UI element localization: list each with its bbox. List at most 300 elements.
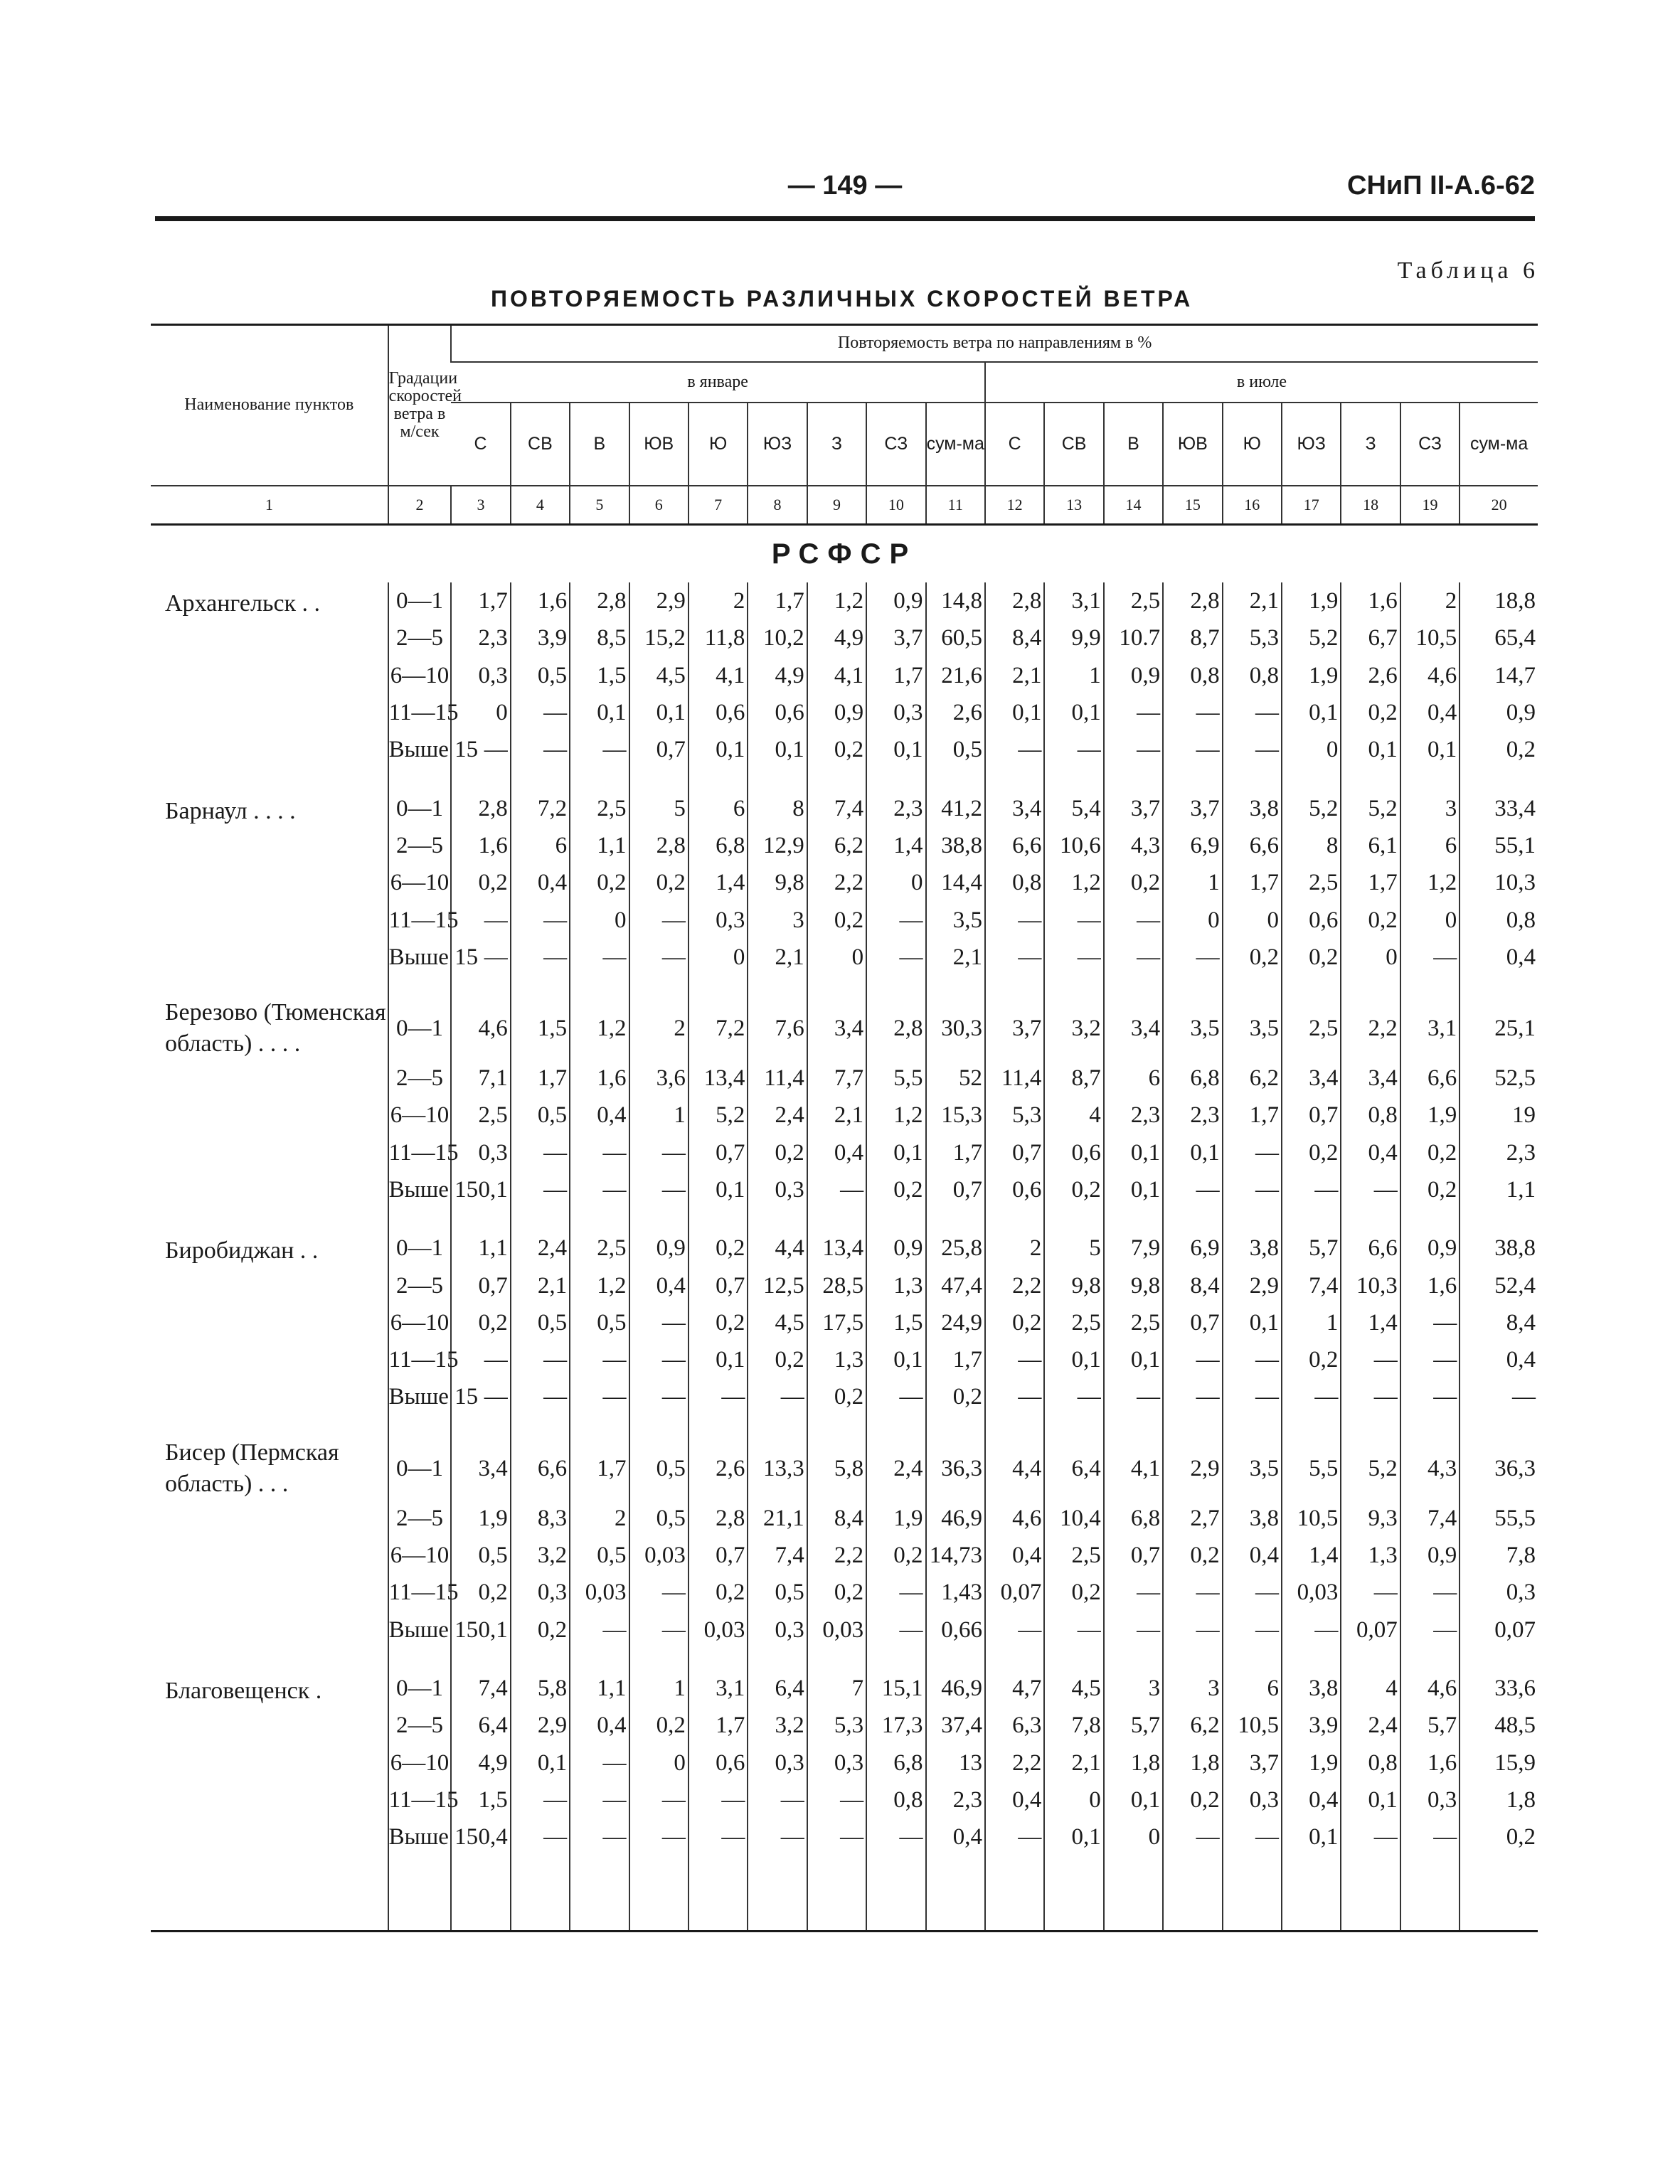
value-cell: 28,5 xyxy=(807,1267,866,1304)
table-bottom-cell xyxy=(1282,1855,1341,1932)
value-cell: 4,6 xyxy=(1400,1670,1460,1707)
value-cell: 0,4 xyxy=(511,864,570,901)
column-number: 3 xyxy=(451,486,510,525)
direction-header: ЮЗ xyxy=(1282,403,1341,486)
value-cell: 3,7 xyxy=(866,619,925,656)
value-cell: 0,8 xyxy=(1341,1744,1400,1781)
spacer-cell xyxy=(926,1648,985,1670)
value-cell: 0,7 xyxy=(689,1267,748,1304)
value-cell: 0,2 xyxy=(748,1341,807,1378)
value-cell: 3,7 xyxy=(985,997,1044,1060)
value-cell: 1,6 xyxy=(511,582,570,619)
table-row xyxy=(151,1707,1538,1744)
table-bottom-cell xyxy=(866,1855,925,1932)
value-cell: 3,2 xyxy=(511,1537,570,1574)
value-cell: 55,5 xyxy=(1460,1500,1538,1537)
table-row xyxy=(151,1781,1538,1818)
value-cell: 0,2 xyxy=(985,1304,1044,1341)
value-cell: — xyxy=(1163,694,1222,731)
value-cell: 2,6 xyxy=(926,694,985,731)
value-cell: 0,2 xyxy=(451,1304,510,1341)
value-cell: 36,3 xyxy=(1460,1437,1538,1500)
value-cell: — xyxy=(1282,1171,1341,1208)
table-bottom-cell xyxy=(807,1855,866,1932)
spacer-cell xyxy=(1282,1416,1341,1437)
value-cell: 0,1 xyxy=(1044,694,1103,731)
value-cell: 0,1 xyxy=(570,694,629,731)
value-cell: 0,3 xyxy=(451,1134,510,1171)
gradation-cell: Выше 15 xyxy=(388,1818,452,1855)
value-cell: — xyxy=(1223,1612,1282,1648)
value-cell: — xyxy=(985,939,1044,976)
value-cell: — xyxy=(451,901,510,938)
value-cell: 6 xyxy=(689,789,748,826)
table-bottom-cell xyxy=(388,1855,452,1932)
gradation-cell: 0—1 xyxy=(388,1437,452,1500)
value-cell: 1,6 xyxy=(570,1060,629,1097)
value-cell: 8,7 xyxy=(1044,1060,1103,1097)
value-cell: 1,9 xyxy=(1282,657,1341,694)
value-cell: 1,8 xyxy=(1104,1744,1163,1781)
value-cell: 8 xyxy=(748,789,807,826)
value-cell: 0,1 xyxy=(689,1171,748,1208)
value-cell: 0,1 xyxy=(1104,1134,1163,1171)
value-cell: — xyxy=(570,1818,629,1855)
value-cell: 9,8 xyxy=(748,864,807,901)
value-cell: 6,4 xyxy=(1044,1437,1103,1500)
value-cell: 2,2 xyxy=(807,864,866,901)
value-cell: — xyxy=(1163,1378,1222,1415)
value-cell: — xyxy=(1341,1818,1400,1855)
station-name: Бисер (Пермская область) . . . xyxy=(165,1439,339,1497)
table-row xyxy=(151,619,1538,656)
value-cell: 0,2 xyxy=(1044,1574,1103,1611)
value-cell: 7,8 xyxy=(1044,1707,1103,1744)
value-cell: 1,3 xyxy=(1341,1537,1400,1574)
value-cell: 0 xyxy=(807,939,866,976)
gradation-cell: Выше 15 xyxy=(388,731,452,768)
value-cell: 1,2 xyxy=(1044,864,1103,901)
value-cell: 0,1 xyxy=(1044,1818,1103,1855)
value-cell: 0,4 xyxy=(807,1134,866,1171)
value-cell: 14,73 xyxy=(926,1537,985,1574)
value-cell: 6 xyxy=(1104,1060,1163,1097)
value-cell: 2,1 xyxy=(926,939,985,976)
value-cell: 3,7 xyxy=(1163,789,1222,826)
value-cell: 60,5 xyxy=(926,619,985,656)
value-cell: — xyxy=(1104,1574,1163,1611)
spacer-cell xyxy=(570,1416,629,1437)
value-cell: 52,5 xyxy=(1460,1060,1538,1097)
value-cell: 0 xyxy=(1044,1781,1103,1818)
page-number: — 149 — xyxy=(787,171,903,201)
spacer-cell xyxy=(985,768,1044,789)
value-cell: — xyxy=(1223,1378,1282,1415)
value-cell: 0,2 xyxy=(570,864,629,901)
value-cell: 3,8 xyxy=(1282,1670,1341,1707)
value-cell: 8,5 xyxy=(570,619,629,656)
value-cell: — xyxy=(1341,1378,1400,1415)
table-bottom-cell xyxy=(451,1855,510,1932)
value-cell: 0,03 xyxy=(1282,1574,1341,1611)
station-name-empty xyxy=(151,1304,388,1341)
value-cell: 6,9 xyxy=(1163,827,1222,864)
value-cell: — xyxy=(629,1781,689,1818)
value-cell: 5,5 xyxy=(866,1060,925,1097)
value-cell: 0,5 xyxy=(629,1500,689,1537)
column-number: 8 xyxy=(748,486,807,525)
value-cell: 1,4 xyxy=(866,827,925,864)
value-cell: 5,5 xyxy=(1282,1437,1341,1500)
value-cell: 0,4 xyxy=(570,1707,629,1744)
value-cell: — xyxy=(985,1612,1044,1648)
station-name-empty xyxy=(151,619,388,656)
value-cell: 5,7 xyxy=(1400,1707,1460,1744)
value-cell: 0,4 xyxy=(1341,1134,1400,1171)
spacer-cell xyxy=(926,1208,985,1230)
value-cell: 0,7 xyxy=(689,1537,748,1574)
value-cell: 6,4 xyxy=(451,1707,510,1744)
value-cell: — xyxy=(570,1781,629,1818)
spacer-cell xyxy=(1044,1648,1103,1670)
value-cell: 12,5 xyxy=(748,1267,807,1304)
value-cell: 0,5 xyxy=(748,1574,807,1611)
value-cell: 3,1 xyxy=(1044,582,1103,619)
value-cell: 2,8 xyxy=(1163,582,1222,619)
station-name-empty xyxy=(151,1267,388,1304)
station-name-empty xyxy=(151,1341,388,1378)
value-cell: 36,3 xyxy=(926,1437,985,1500)
value-cell: 0,1 xyxy=(1400,731,1460,768)
spacer-cell xyxy=(985,1416,1044,1437)
column-header-name: Наименование пунктов xyxy=(151,325,388,486)
spacer-cell xyxy=(1460,976,1538,997)
direction-header: Ю xyxy=(1223,403,1282,486)
spacer-cell xyxy=(1163,768,1222,789)
value-cell: — xyxy=(866,939,925,976)
value-cell: 2,6 xyxy=(1341,657,1400,694)
value-cell: 0,1 xyxy=(748,731,807,768)
value-cell: 1,6 xyxy=(451,827,510,864)
table-bottom-cell xyxy=(1223,1855,1282,1932)
value-cell: 0,2 xyxy=(451,1574,510,1611)
value-cell: — xyxy=(629,1134,689,1171)
value-cell: — xyxy=(1104,694,1163,731)
value-cell: — xyxy=(451,1341,510,1378)
value-cell: 0,3 xyxy=(511,1574,570,1611)
spacer-cell xyxy=(1400,976,1460,997)
value-cell: 3,5 xyxy=(1223,997,1282,1060)
direction-header: СЗ xyxy=(866,403,925,486)
table-row xyxy=(151,1341,1538,1378)
value-cell: — xyxy=(1163,1818,1222,1855)
spacer-cell xyxy=(1341,1208,1400,1230)
gradation-cell: Выше 15 xyxy=(388,1171,452,1208)
value-cell: 2,8 xyxy=(985,582,1044,619)
value-cell: 0,4 xyxy=(1460,1341,1538,1378)
value-cell: 0,3 xyxy=(748,1171,807,1208)
value-cell: 2,5 xyxy=(1044,1304,1103,1341)
value-cell: 6,8 xyxy=(866,1744,925,1781)
value-cell: 7,6 xyxy=(748,997,807,1060)
column-number: 12 xyxy=(985,486,1044,525)
gradation-cell: 2—5 xyxy=(388,1267,452,1304)
value-cell: 5,2 xyxy=(689,1097,748,1134)
spacer-cell xyxy=(1104,768,1163,789)
value-cell: 6,8 xyxy=(1163,1060,1222,1097)
value-cell: 2,3 xyxy=(866,789,925,826)
value-cell: 6,6 xyxy=(1341,1230,1400,1267)
value-cell: — xyxy=(451,939,510,976)
spacer-cell xyxy=(866,1648,925,1670)
value-cell: 1,7 xyxy=(1223,1097,1282,1134)
station-name-empty xyxy=(151,864,388,901)
value-cell: 2,8 xyxy=(629,827,689,864)
station-name: Благовещенск . xyxy=(165,1678,322,1705)
column-number: 11 xyxy=(926,486,985,525)
value-cell: — xyxy=(511,1134,570,1171)
gradation-cell: 0—1 xyxy=(388,997,452,1060)
table-row xyxy=(151,1818,1538,1855)
value-cell: 1,6 xyxy=(1400,1744,1460,1781)
value-cell: 0,7 xyxy=(985,1134,1044,1171)
value-cell: 0,6 xyxy=(689,694,748,731)
value-cell: 0,6 xyxy=(985,1171,1044,1208)
gradation-cell: 2—5 xyxy=(388,1060,452,1097)
value-cell: 0,4 xyxy=(570,1097,629,1134)
gradation-cell: 0—1 xyxy=(388,1230,452,1267)
value-cell: — xyxy=(1163,1171,1222,1208)
value-cell: 1,7 xyxy=(451,582,510,619)
value-cell: 10,3 xyxy=(1460,864,1538,901)
value-cell: — xyxy=(866,1574,925,1611)
spacer-cell xyxy=(388,1648,452,1670)
value-cell: 0,2 xyxy=(807,731,866,768)
spacer-cell xyxy=(1400,1648,1460,1670)
column-number: 14 xyxy=(1104,486,1163,525)
value-cell: 2 xyxy=(985,1230,1044,1267)
value-cell: 1,7 xyxy=(570,1437,629,1500)
spacer-cell xyxy=(1163,976,1222,997)
value-cell: 6,7 xyxy=(1341,619,1400,656)
value-cell: 4,3 xyxy=(1400,1437,1460,1500)
spacer-cell xyxy=(1163,1648,1222,1670)
spacer-cell xyxy=(388,768,452,789)
value-cell: 0,6 xyxy=(1044,1134,1103,1171)
table-row xyxy=(151,1171,1538,1208)
value-cell: — xyxy=(1044,1612,1103,1648)
value-cell: 1,5 xyxy=(570,657,629,694)
value-cell: 1,9 xyxy=(1282,1744,1341,1781)
station-name-empty xyxy=(151,1378,388,1415)
value-cell: 5,2 xyxy=(1282,789,1341,826)
value-cell: 0,2 xyxy=(1163,1781,1222,1818)
spacer-cell xyxy=(1104,1416,1163,1437)
value-cell: — xyxy=(629,1574,689,1611)
value-cell: 0,1 xyxy=(1163,1134,1222,1171)
table-row xyxy=(151,827,1538,864)
column-number-row xyxy=(151,486,1538,525)
value-cell: 1,5 xyxy=(451,1781,510,1818)
station-name-empty xyxy=(151,939,388,976)
value-cell: 7,4 xyxy=(451,1670,510,1707)
value-cell: 4,1 xyxy=(807,657,866,694)
value-cell: 8,4 xyxy=(985,619,1044,656)
value-cell: 0,9 xyxy=(629,1230,689,1267)
value-cell: 0,07 xyxy=(985,1574,1044,1611)
value-cell: 41,2 xyxy=(926,789,985,826)
spacer-cell xyxy=(1341,768,1400,789)
direction-header: В xyxy=(1104,403,1163,486)
value-cell: 65,4 xyxy=(1460,619,1538,656)
value-cell: — xyxy=(985,901,1044,938)
value-cell: 0,2 xyxy=(1282,1341,1341,1378)
value-cell: 0,8 xyxy=(1223,657,1282,694)
value-cell: 0,1 xyxy=(1223,1304,1282,1341)
value-cell: 0,3 xyxy=(451,657,510,694)
value-cell: 2,9 xyxy=(629,582,689,619)
spacer-cell xyxy=(570,768,629,789)
table-bottom-cell xyxy=(926,1855,985,1932)
value-cell: 10,2 xyxy=(748,619,807,656)
value-cell: 0,2 xyxy=(1223,939,1282,976)
value-cell: — xyxy=(1163,1574,1222,1611)
value-cell: — xyxy=(1223,1134,1282,1171)
section-title: РСФСР xyxy=(771,538,918,570)
spacer-cell xyxy=(511,1416,570,1437)
value-cell: — xyxy=(1400,1574,1460,1611)
spacer-cell xyxy=(807,1208,866,1230)
value-cell: 3,4 xyxy=(1104,997,1163,1060)
value-cell: 15,3 xyxy=(926,1097,985,1134)
value-cell: 1,7 xyxy=(511,1060,570,1097)
gradation-cell: 6—10 xyxy=(388,1744,452,1781)
value-cell: 0,3 xyxy=(866,694,925,731)
spacer-cell xyxy=(511,1208,570,1230)
value-cell: 3,5 xyxy=(926,901,985,938)
spacer-cell xyxy=(1044,1208,1103,1230)
value-cell: 1,4 xyxy=(689,864,748,901)
value-cell: 4,9 xyxy=(748,657,807,694)
value-cell: 0,5 xyxy=(570,1537,629,1574)
gradation-cell: 6—10 xyxy=(388,1537,452,1574)
value-cell: 0,1 xyxy=(511,1744,570,1781)
value-cell: 4,5 xyxy=(1044,1670,1103,1707)
spacer-cell xyxy=(451,976,510,997)
value-cell: 4,5 xyxy=(629,657,689,694)
value-cell: — xyxy=(1163,1612,1222,1648)
value-cell: 0,2 xyxy=(1460,1818,1538,1855)
station-name-empty xyxy=(151,1781,388,1818)
value-cell: 7,1 xyxy=(451,1060,510,1097)
value-cell: 2 xyxy=(629,997,689,1060)
value-cell: 2 xyxy=(689,582,748,619)
station-name-empty xyxy=(151,694,388,731)
table-row xyxy=(151,1134,1538,1171)
gradation-cell: 6—10 xyxy=(388,1304,452,1341)
value-cell: 0,7 xyxy=(1163,1304,1222,1341)
value-cell: 1,8 xyxy=(1163,1744,1222,1781)
gradation-cell: 2—5 xyxy=(388,827,452,864)
value-cell: 1,7 xyxy=(689,1707,748,1744)
value-cell: 0,3 xyxy=(1460,1574,1538,1611)
table-bottom-cell xyxy=(748,1855,807,1932)
value-cell: 0,2 xyxy=(926,1378,985,1415)
value-cell: — xyxy=(1400,1341,1460,1378)
direction-header: СВ xyxy=(1044,403,1103,486)
value-cell: 2,8 xyxy=(689,1500,748,1537)
value-cell: 3,6 xyxy=(629,1060,689,1097)
value-cell: — xyxy=(570,1171,629,1208)
value-cell: — xyxy=(570,939,629,976)
value-cell: 2,1 xyxy=(511,1267,570,1304)
station-name-empty xyxy=(151,1171,388,1208)
value-cell: 2,3 xyxy=(1104,1097,1163,1134)
value-cell: 52 xyxy=(926,1060,985,1097)
column-number: 18 xyxy=(1341,486,1400,525)
spacer-cell xyxy=(570,976,629,997)
column-number: 10 xyxy=(866,486,925,525)
station-name-empty xyxy=(151,731,388,768)
table-row xyxy=(151,1612,1538,1648)
value-cell: 0,9 xyxy=(1400,1230,1460,1267)
value-cell: — xyxy=(985,1341,1044,1378)
value-cell: 8,7 xyxy=(1163,619,1222,656)
value-cell: 10.7 xyxy=(1104,619,1163,656)
value-cell: 38,8 xyxy=(1460,1230,1538,1267)
spacer-cell xyxy=(451,768,510,789)
value-cell: 0,4 xyxy=(1223,1537,1282,1574)
column-number: 7 xyxy=(689,486,748,525)
value-cell: 0,1 xyxy=(1104,1341,1163,1378)
value-cell: 2,5 xyxy=(451,1097,510,1134)
value-cell: 10,5 xyxy=(1223,1707,1282,1744)
value-cell: 0,4 xyxy=(1282,1781,1341,1818)
spacer-cell xyxy=(1282,1648,1341,1670)
value-cell: — xyxy=(1400,1612,1460,1648)
gradation-cell: 11—15 xyxy=(388,901,452,938)
value-cell: 7,9 xyxy=(1104,1230,1163,1267)
value-cell: 0,2 xyxy=(689,1230,748,1267)
spacer-cell xyxy=(570,1208,629,1230)
value-cell: — xyxy=(866,1818,925,1855)
value-cell: 11,4 xyxy=(985,1060,1044,1097)
value-cell: 1,9 xyxy=(866,1500,925,1537)
gradation-cell: 2—5 xyxy=(388,619,452,656)
value-cell: — xyxy=(985,1378,1044,1415)
value-cell: 6,9 xyxy=(1163,1230,1222,1267)
value-cell: 1,6 xyxy=(1341,582,1400,619)
value-cell: 0,5 xyxy=(629,1437,689,1500)
spacer-cell xyxy=(388,976,452,997)
value-cell: 8 xyxy=(1282,827,1341,864)
value-cell: 14,7 xyxy=(1460,657,1538,694)
spacer-cell xyxy=(1400,1208,1460,1230)
gradation-cell: Выше 15 xyxy=(388,1612,452,1648)
value-cell: 0,2 xyxy=(689,1574,748,1611)
value-cell: 15,9 xyxy=(1460,1744,1538,1781)
value-cell: — xyxy=(689,1378,748,1415)
value-cell: 2,4 xyxy=(866,1437,925,1500)
value-cell: — xyxy=(1223,1818,1282,1855)
value-cell: 10,5 xyxy=(1400,619,1460,656)
value-cell: 0,1 xyxy=(1282,1818,1341,1855)
value-cell: — xyxy=(807,1781,866,1818)
value-cell: 1,1 xyxy=(570,827,629,864)
value-cell: 38,8 xyxy=(926,827,985,864)
table-row xyxy=(151,1537,1538,1574)
station-name-empty xyxy=(151,1537,388,1574)
